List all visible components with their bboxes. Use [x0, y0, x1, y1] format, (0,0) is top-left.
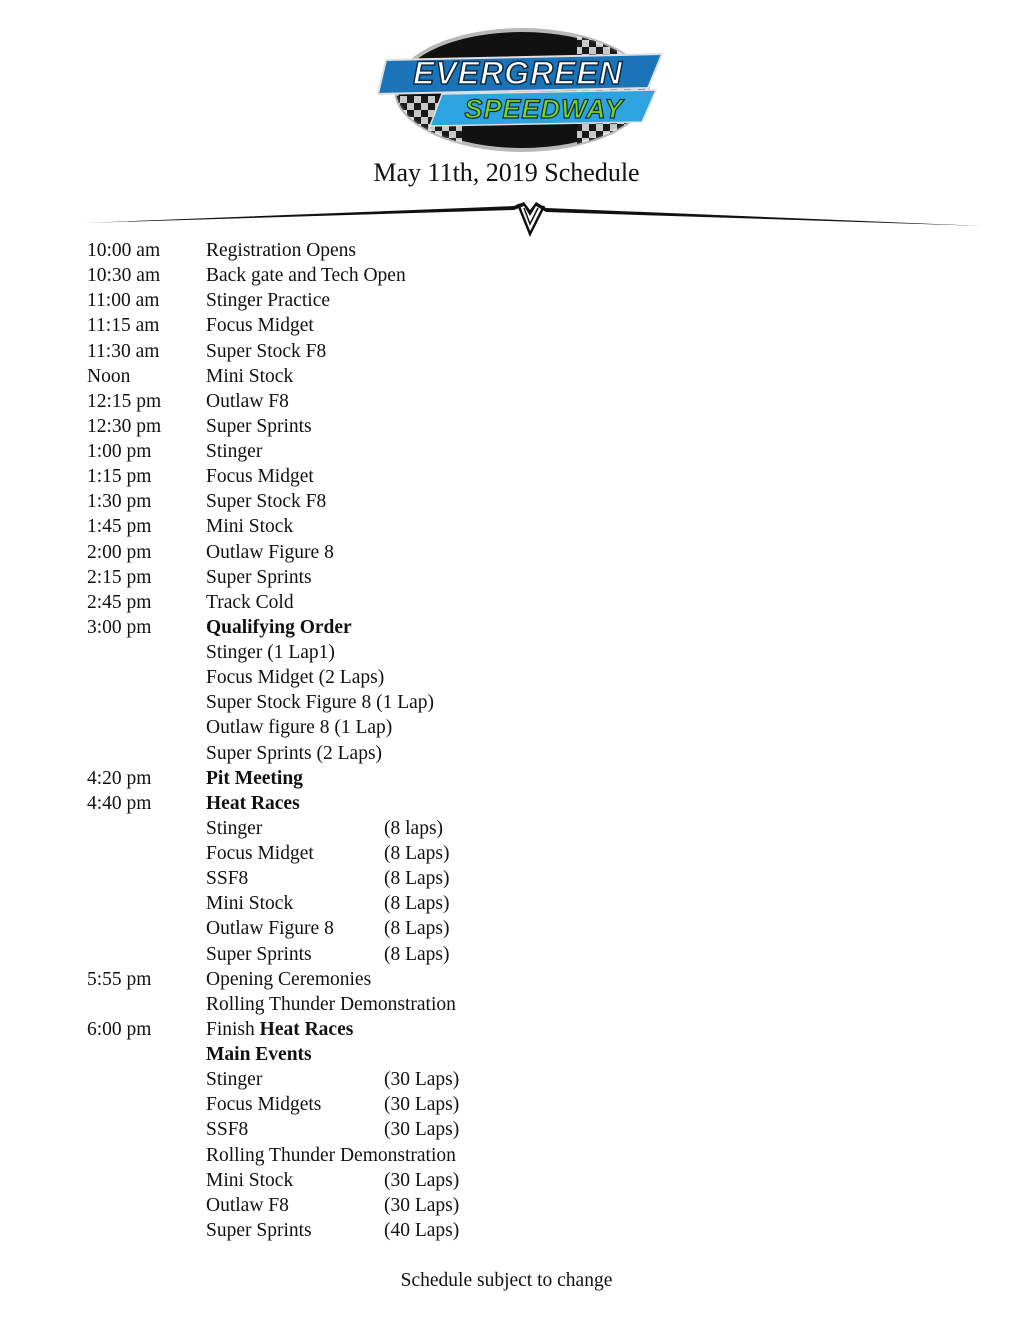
schedule-event: Rolling Thunder Demonstration [206, 1144, 456, 1166]
schedule-laps: (40 Laps) [384, 1219, 460, 1241]
schedule-event: Track Cold [206, 591, 294, 613]
schedule-event: Super Sprints (2 Laps) [206, 742, 383, 764]
schedule-time: 10:30 am [87, 265, 161, 287]
schedule-event: Super Stock F8 [206, 340, 327, 362]
schedule-event: Super Sprints [206, 415, 312, 437]
schedule-event: Outlaw Figure 8 [206, 918, 334, 940]
schedule-time: 4:40 pm [87, 792, 152, 814]
schedule-event: Outlaw F8 [206, 1194, 289, 1216]
schedule-event: SSF8 [206, 1119, 249, 1141]
schedule-event: Mini Stock [206, 1169, 294, 1191]
schedule-time: 2:45 pm [87, 591, 152, 613]
schedule-event: Stinger (1 Lap1) [206, 642, 335, 663]
schedule-event: Focus Midget [206, 843, 314, 864]
schedule-time: 2:00 pm [87, 541, 152, 563]
schedule-event: Qualifying Order [206, 616, 352, 638]
schedule-event: Heat Races [206, 792, 300, 814]
schedule-event: Mini Stock [206, 893, 294, 915]
schedule-event: Outlaw figure 8 (1 Lap) [206, 717, 393, 739]
schedule-event: Registration Opens [206, 240, 357, 261]
footer-note: Schedule subject to change [400, 1270, 613, 1291]
decorative-divider [84, 196, 986, 242]
schedule-event: Focus Midgets [206, 1094, 322, 1116]
schedule-event: Super Stock F8 [206, 491, 327, 513]
schedule-laps: (8 Laps) [384, 868, 450, 890]
schedule-event: Focus Midget (2 Laps) [206, 667, 385, 689]
schedule-laps: (8 Laps) [384, 943, 450, 965]
schedule-time: 12:15 pm [87, 390, 162, 412]
schedule-event: Stinger [206, 817, 263, 839]
schedule-event: Back gate and Tech Open [206, 265, 406, 287]
schedule-event: Main Events [206, 1044, 312, 1065]
schedule-time: 4:20 pm [87, 767, 152, 789]
schedule-laps: (8 Laps) [384, 843, 450, 864]
schedule-event: Super Sprints [206, 566, 312, 588]
schedule-event [206, 1017, 353, 1042]
logo-line1-text: EVERGREEN [413, 55, 623, 91]
schedule-time: 1:30 pm [87, 491, 152, 513]
schedule-event: Super Sprints [206, 943, 312, 965]
schedule-time: 11:30 am [87, 340, 160, 362]
schedule-laps: (30 Laps) [384, 1119, 460, 1141]
schedule-event: Stinger Practice [206, 290, 330, 312]
schedule-laps: (30 Laps) [384, 1069, 460, 1091]
schedule-laps: (30 Laps) [384, 1194, 460, 1216]
schedule-laps: (30 Laps) [384, 1094, 460, 1116]
schedule-event: Focus Midget [206, 315, 314, 337]
schedule-event: Stinger [206, 1069, 263, 1091]
schedule-laps: (8 laps) [384, 817, 444, 839]
schedule-event: Mini Stock [206, 516, 294, 538]
schedule-time: 1:00 pm [87, 441, 152, 462]
schedule-time: 1:45 pm [87, 516, 152, 538]
schedule-time: 5:55 pm [87, 968, 152, 990]
schedule-event: Outlaw F8 [206, 390, 289, 412]
schedule-time: 1:15 pm [87, 466, 152, 488]
schedule-time: 11:00 am [87, 290, 160, 312]
schedule-event: SSF8 [206, 868, 249, 890]
schedule-event: Opening Ceremonies [206, 968, 372, 990]
schedule-time: 2:15 pm [87, 566, 152, 588]
schedule-time: 11:15 am [87, 315, 160, 337]
schedule-event: Super Stock Figure 8 (1 Lap) [206, 692, 435, 714]
schedule-event: Stinger [206, 441, 263, 462]
logo-line2-text: SPEEDWAY [464, 94, 624, 124]
schedule-time: 3:00 pm [87, 616, 152, 638]
schedule-time: 6:00 pm [87, 1018, 152, 1040]
schedule-laps: (8 Laps) [384, 893, 450, 915]
schedule-event: Super Sprints [206, 1219, 312, 1241]
schedule-event: Outlaw Figure 8 [206, 541, 334, 563]
schedule-time: Noon [87, 365, 131, 387]
page-title: May 11th, 2019 Schedule [373, 158, 640, 187]
speedway-logo [372, 26, 668, 154]
schedule-time: 10:00 am [87, 240, 161, 261]
schedule-event: Focus Midget [206, 466, 314, 488]
schedule-event: Mini Stock [206, 365, 294, 387]
schedule-event: Pit Meeting [206, 767, 303, 789]
schedule-event: Rolling Thunder Demonstration [206, 993, 456, 1015]
schedule-event-text: Finish [206, 1018, 260, 1040]
schedule-laps: (8 Laps) [384, 918, 450, 940]
schedule-event-bold-text: Heat Races [259, 1018, 354, 1040]
schedule-time: 12:30 pm [87, 415, 162, 437]
schedule-laps: (30 Laps) [384, 1169, 460, 1191]
